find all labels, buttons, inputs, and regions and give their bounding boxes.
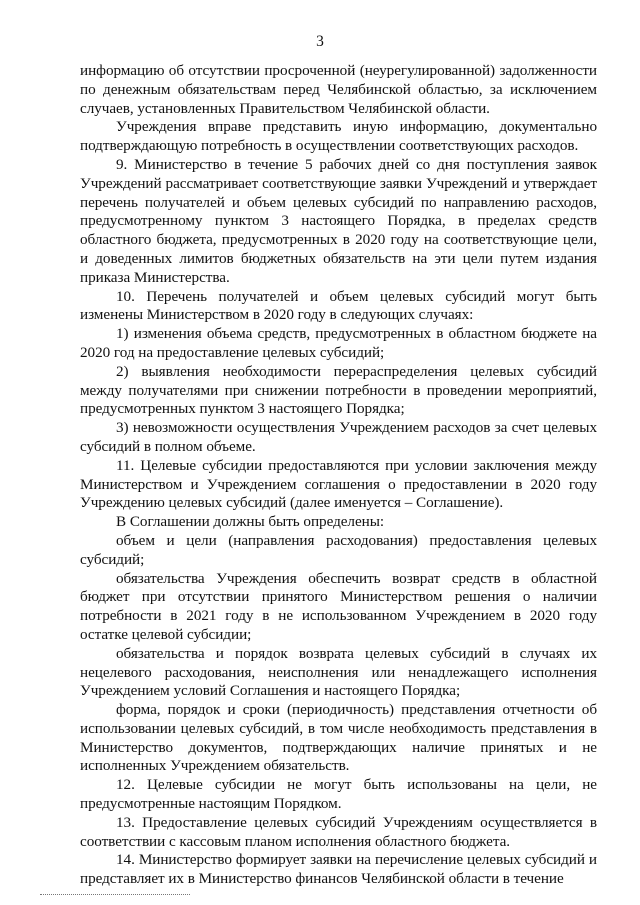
paragraph: информацию об отсутствии просроченной (неурегулированной) задолженности по денежным обязательствам перед Челябинской областью, за исключением случаев, установленных Правительством Челябинской области. — [80, 62, 597, 117]
paragraph: 13. Предоставление целевых субсидий Учреждениям осуществляется в соответствии с кассовым планом исполнения областного бюджета. — [80, 813, 597, 850]
page-number: 3 — [316, 33, 324, 50]
paragraph: 3) невозможности осуществления Учреждением расходов за счет целевых субсидий в полном объеме. — [80, 419, 597, 455]
document-body — [80, 62, 597, 889]
paragraph: форма, порядок и сроки (периодичность) представления отчетности об использовании целевых субсидий, в том числе необходимость представления в Министерство документов, подтверждающих наличие принятых и не исполненных Учреждением обязательств. — [80, 701, 597, 775]
paragraph: 14. Министерство формирует заявки на перечисление целевых субсидий и представляет их в Министерство финансов Челябинской области в течение — [80, 851, 597, 888]
paragraph: 9. Министерство в течение 5 рабочих дней со дня поступления заявок Учреждений рассматривает соответствующие заявки Учреждений и утверждает перечень получателей и объем целевых субсидий по направлению расходов, предусмотренному пунктом 3 настоящего Порядка, в пределах средств областного бюджета, предусмотренных в 2020 году на соответствующие цели, и доведенных лимитов бюджетных обязательств на эти цели путем издания приказа Министерства. — [80, 155, 597, 286]
paragraph: 10. Перечень получателей и объем целевых субсидий могут быть изменены Министерством в 2020 году в следующих случаях: — [80, 287, 597, 324]
paragraph: Учреждения вправе представить иную информацию, документально подтверждающую потребность в осуществлении соответствующих расходов. — [80, 118, 597, 155]
paragraph: обязательства и порядок возврата целевых субсидий в случаях их нецелевого расходования, неисполнения или ненадлежащего исполнения Учреждением условий Соглашения и настоящего Порядка; — [80, 644, 597, 700]
paragraph: 11. Целевые субсидии предоставляются при условии заключения между Министерством и Учреждением соглашения о предоставлении в 2020 году Учреждению целевых субсидий (далее именуется – Соглашение). — [80, 456, 597, 512]
paragraph: 12. Целевые субсидии не могут быть использованы на цели, не предусмотренные настоящим Порядком. — [80, 776, 597, 813]
paragraph: 1) изменения объема средств, предусмотренных в областном бюджете на 2020 год на предоставление целевых субсидий; — [80, 325, 597, 361]
paragraph: 2) выявления необходимости перераспределения целевых субсидий между получателями при снижении потребности в проведении мероприятий, предусмотренных пунктом 3 настоящего Порядка; — [80, 362, 597, 418]
paragraph: обязательства Учреждения обеспечить возврат средств в областной бюджет при отсутствии принятого Министерством решения о наличии потребности в 2021 году в не использованном Учреждением в 2020 году остатке целевой субсидии; — [80, 569, 597, 643]
paragraph: объем и цели (направления расходования) предоставления целевых субсидий; — [80, 531, 597, 568]
paragraph: В Соглашении должны быть определены: — [116, 513, 385, 531]
footer-divider — [40, 894, 190, 895]
